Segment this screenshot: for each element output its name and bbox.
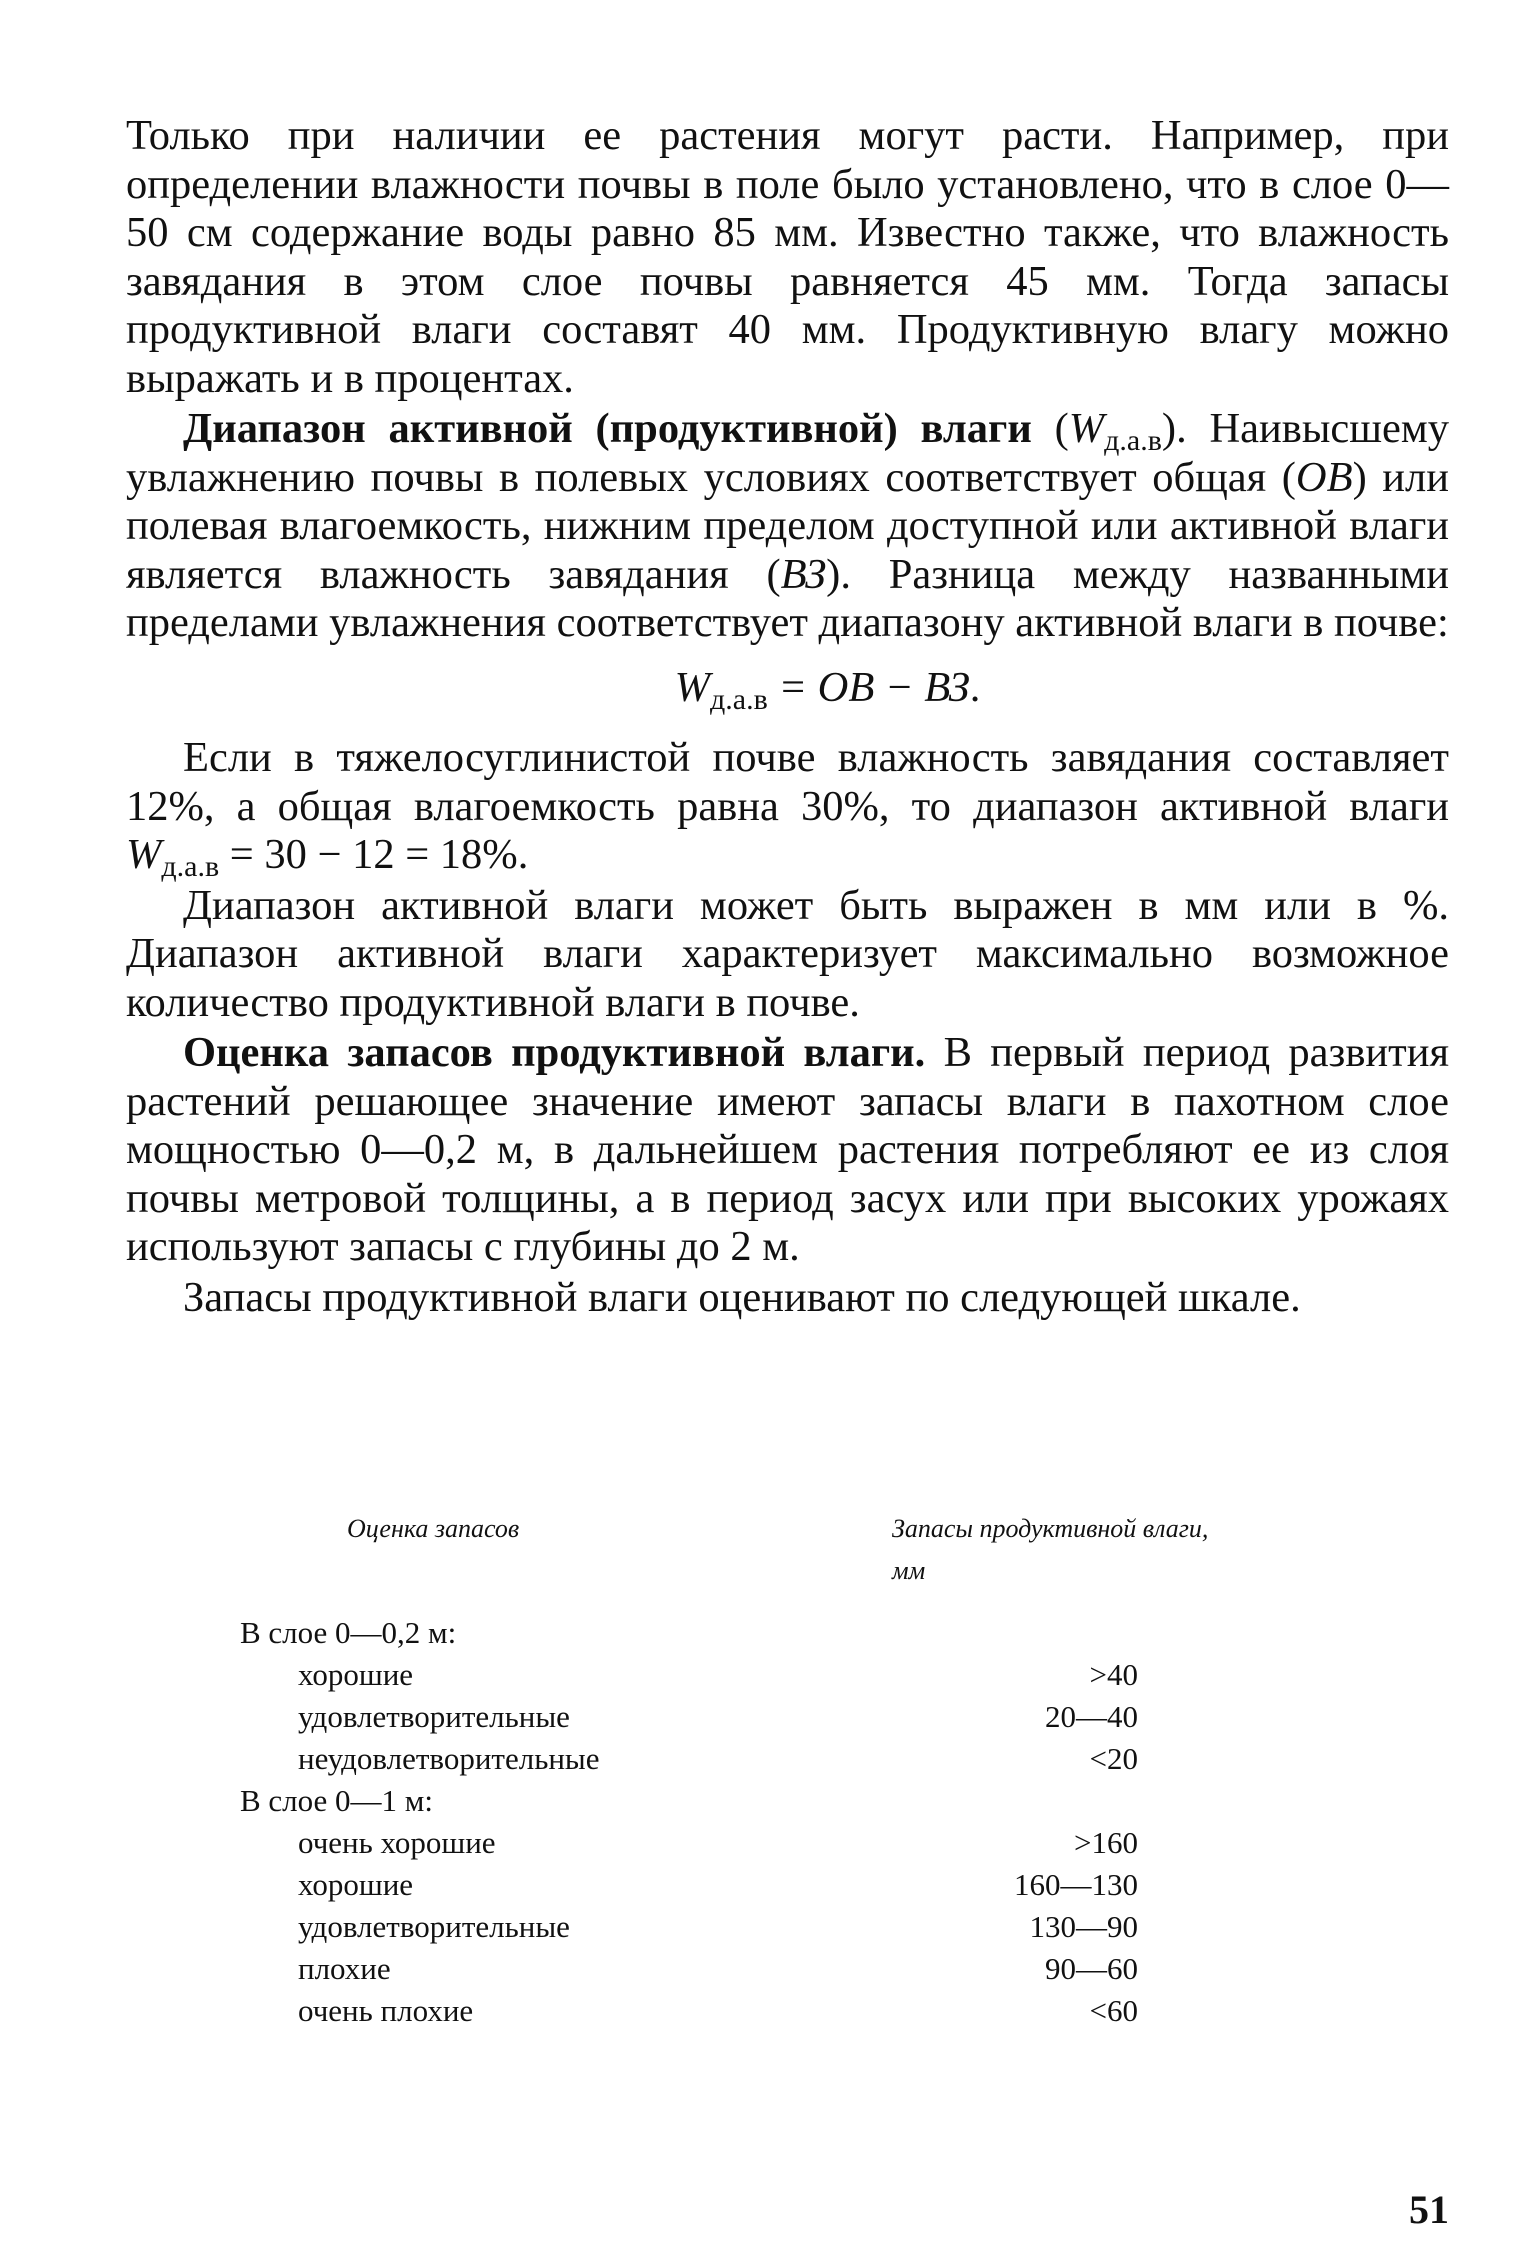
moisture-scale-table	[240, 1508, 1240, 2032]
table-row: хорошие 160—130	[298, 1867, 1138, 1902]
table-row: удовлетворительные 20—40	[298, 1699, 1138, 1734]
formula: $W_{д.а.в}$ = ОВ − ВЗ.	[674, 663, 981, 716]
table-body	[240, 1612, 1240, 2032]
body-text	[126, 112, 1449, 1322]
table-header-assessment: Оценка запасов	[347, 1514, 520, 1543]
page-number: 51	[1409, 2187, 1449, 2232]
table-header-reserves: Запасы продуктивной влаги, мм	[892, 1514, 1209, 1585]
paragraph-intro: Только при наличии ее растения могут расти. Например, при определении влажности почвы в поле было установлено, что в слое 0—50 см содержание воды равно 85 мм. Известно также, что влажность завядания в этом слое почвы равняется 45 мм. Тогда запасы продуктивной влаги составят 40 мм. Продуктивную влагу можно выражать и в процентах.	[126, 112, 1449, 402]
term-assessment-heading: Оценка запасов продуктивной влаги.	[183, 1029, 926, 1076]
table-row: плохие 90—60	[298, 1951, 1138, 1986]
table-row-group: В слое 0—1 м:	[240, 1783, 434, 1818]
paragraph-units: Диапазон активной влаги может быть выражен в мм или в %. Диапазон активной влаги характеризует максимально возможное количество продуктивной влаги в почве.	[126, 881, 1449, 1026]
paragraph-range-definition: Диапазон активной (продуктивной) влаги $(W_{д.а.в})$. Наивысшему увлажнению почвы в полевых условиях соответствует общая (ОВ) или полевая влагоемкость, нижним пределом доступной или активной влаги является влажность завядания (ВЗ). Разница между названными пределами увлажнения соответствует диапазону активной влаги в почве:	[126, 405, 1449, 646]
table-row: очень плохие <60	[298, 1993, 1138, 2028]
term-active-moisture-range: Диапазон активной (продуктивной) влаги	[183, 405, 1032, 452]
paragraph-example: Если в тяжелосуглинистой почве влажность завядания составляет 12%, а общая влагоемкость равна 30%, то диапазон активной влаги $W_{д.а.в} = 30 - 12 = 18\%$.	[126, 734, 1449, 883]
paragraph-assessment: Оценка запасов продуктивной влаги. В первый период развития растений решающее значение имеют запасы влаги в пахотном слое мощностью 0—0,2 м, в дальнейшем растения потребляют ее из слоя почвы метровой толщины, а в период засух или при высоких урожаях используют запасы с глубины до 2 м.	[126, 1029, 1449, 1270]
table-row: хорошие >40	[298, 1657, 1138, 1692]
table-header	[240, 1508, 1240, 1585]
paragraph-scale-intro: Запасы продуктивной влаги оценивают по следующей шкале.	[183, 1273, 1301, 1321]
table-row: удовлетворительные 130—90	[298, 1909, 1138, 1944]
table-row: очень хорошие >160	[298, 1825, 1138, 1860]
table-row-group: В слое 0—0,2 м:	[240, 1615, 457, 1650]
table-row: неудовлетворительные <20	[298, 1741, 1138, 1776]
